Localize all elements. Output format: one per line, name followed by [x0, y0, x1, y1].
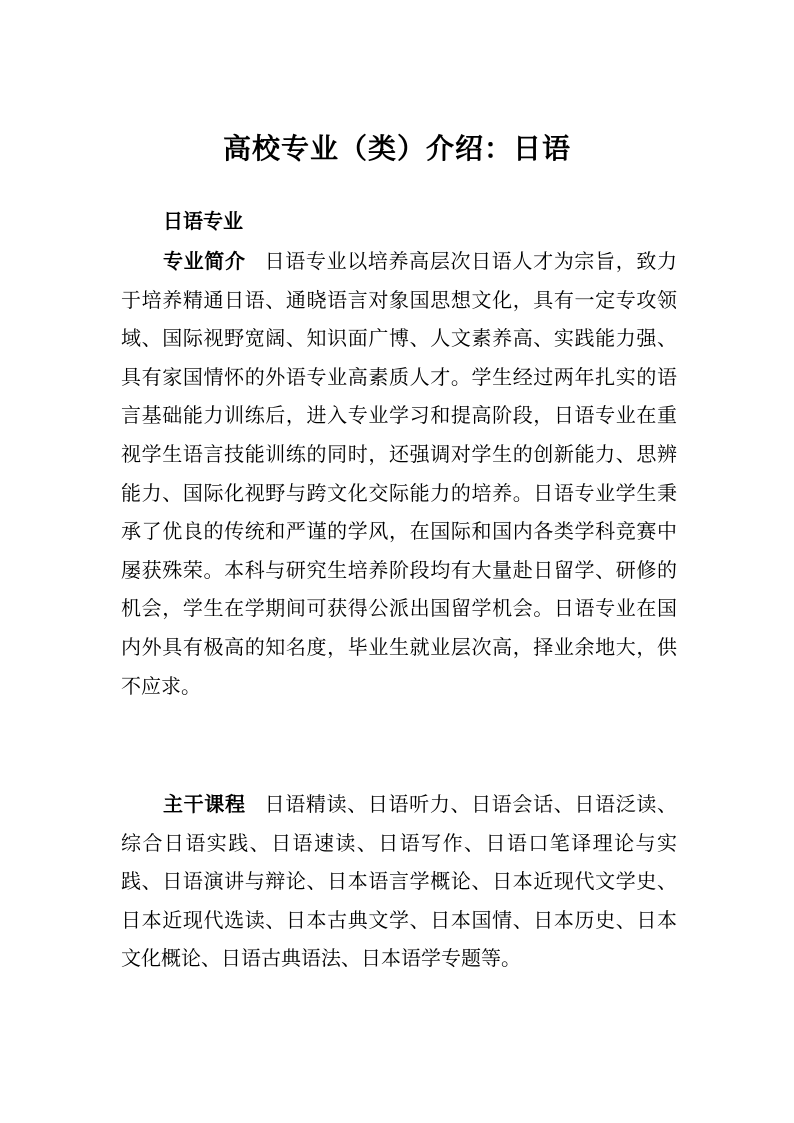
document-title: 高校专业（类）介绍：日语 — [222, 131, 571, 165]
main-courses-paragraph — [121, 785, 677, 978]
section-heading: 日语专业 — [163, 209, 243, 233]
introduction-paragraph — [121, 242, 677, 705]
main-courses-text: 日语精读、日语听力、日语会话、日语泛读、综合日语实践、日语速读、日语写作、日语口笔译理论与实践、日语演讲与辩论、日本语言学概论、日本近现代文学史、日本近现代选读、日本古典文学、日本国情、日本历史、日本文化概论、日语古典语法、日本语学专题等。 — [121, 792, 678, 971]
main-courses-label: 主干课程 — [163, 792, 246, 816]
introduction-label: 专业简介 — [163, 249, 246, 273]
introduction-text: 日语专业以培养高层次日语人才为宗旨，致力于培养精通日语、通晓语言对象国思想文化，具有一定专攻领域、国际视野宽阔、知识面广博、人文素养高、实践能力强、具有家国情怀的外语专业高素质人才。学生经过两年扎实的语言基础能力训练后，进入专业学习和提高阶段，日语专业在重视学生语言技能训练的同时，还强调对学生的创新能力、思辨能力、国际化视野与跨文化交际能力的培养。日语专业学生秉承了优良的传统和严谨的学风，在国际和国内各类学科竞赛中屡获殊荣。本科与研究生培养阶段均有大量赴日留学、研修的机会，学生在学期间可获得公派出国留学机会。日语专业在国内外具有极高的知名度，毕业生就业层次高，择业余地大，供不应求。 — [121, 249, 678, 698]
